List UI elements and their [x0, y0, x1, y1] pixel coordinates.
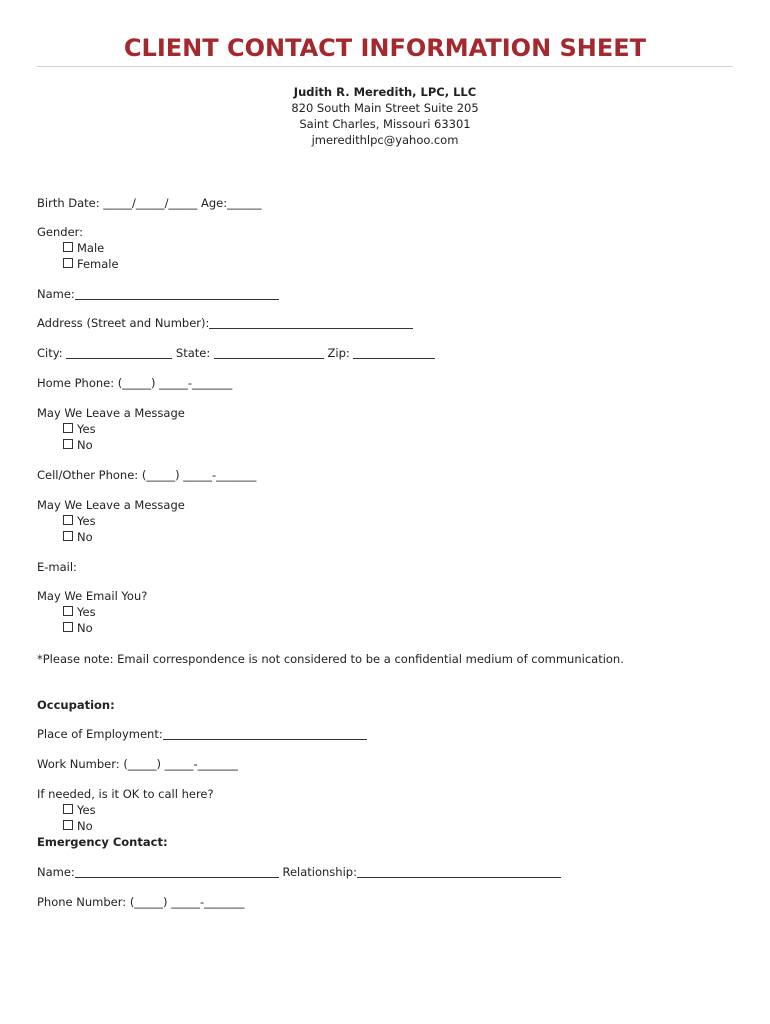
checkbox-icon[interactable]	[63, 820, 73, 830]
practice-address-line2: Saint Charles, Missouri 63301	[299, 117, 471, 131]
home-phone-row	[37, 375, 232, 391]
name-field[interactable]	[75, 287, 279, 300]
checkbox-icon[interactable]	[63, 804, 73, 814]
emergency-name-field[interactable]	[75, 865, 279, 878]
employment-label: Place of Employment:	[37, 727, 163, 741]
checkbox-icon[interactable]	[63, 606, 73, 616]
cell-message-label: May We Leave a Message	[37, 498, 185, 512]
option-label: Yes	[77, 422, 96, 436]
work-number-label: Work Number:	[37, 757, 120, 771]
emergency-phone-field[interactable]: (_____) _____-_______	[129, 895, 245, 909]
address-row	[37, 315, 413, 331]
birth-date-field[interactable]: _____/_____/_____	[103, 196, 198, 210]
option-label: No	[77, 819, 93, 833]
relationship-label: Relationship:	[282, 865, 357, 879]
checkbox-icon[interactable]	[63, 258, 73, 268]
state-field[interactable]	[214, 346, 324, 359]
work-number-field[interactable]: (_____) _____-_______	[123, 757, 238, 771]
checkbox-icon[interactable]	[63, 622, 73, 632]
option-label: No	[77, 530, 93, 544]
cell-phone-label: Cell/Other Phone:	[37, 468, 139, 482]
home-message-label: May We Leave a Message	[37, 406, 185, 420]
cell-message-yes[interactable]	[63, 513, 96, 529]
practice-email: jmeredithlpc@yahoo.com	[311, 133, 459, 147]
state-label: State:	[175, 346, 211, 360]
title-divider	[37, 66, 733, 67]
birth-date-row	[37, 195, 262, 211]
zip-label: Zip:	[327, 346, 350, 360]
checkbox-icon[interactable]	[63, 531, 73, 541]
emergency-phone-row	[37, 894, 244, 910]
cell-phone-row	[37, 467, 256, 483]
employment-row	[37, 726, 367, 742]
home-phone-label: Home Phone:	[37, 376, 115, 390]
email-label: E-mail:	[37, 560, 77, 574]
name-row	[37, 286, 279, 302]
may-email-yes[interactable]	[63, 604, 96, 620]
work-number-row	[37, 756, 238, 772]
city-state-zip-row	[37, 345, 435, 361]
checkbox-icon[interactable]	[63, 423, 73, 433]
emergency-heading: Emergency Contact:	[37, 835, 168, 849]
age-field[interactable]: ______	[227, 196, 262, 210]
ok-call-yes[interactable]	[63, 802, 96, 818]
emergency-name-row	[37, 864, 561, 880]
cell-message-no[interactable]	[63, 529, 93, 545]
gender-label: Gender:	[37, 225, 84, 239]
option-label: Yes	[77, 605, 96, 619]
home-message-yes[interactable]	[63, 421, 96, 437]
address-field[interactable]	[209, 316, 413, 329]
may-email-no[interactable]	[63, 620, 93, 636]
practice-name: Judith R. Meredith, LPC, LLC	[293, 85, 477, 99]
emergency-phone-label: Phone Number:	[37, 895, 127, 909]
option-label: Yes	[77, 803, 96, 817]
city-label: City:	[37, 346, 63, 360]
gender-option-male[interactable]	[63, 240, 104, 256]
employment-field[interactable]	[163, 727, 367, 740]
gender-option-label: Male	[77, 241, 105, 255]
checkbox-icon[interactable]	[63, 515, 73, 525]
checkbox-icon[interactable]	[63, 242, 73, 252]
home-message-no[interactable]	[63, 437, 93, 453]
option-label: Yes	[77, 514, 96, 528]
zip-field[interactable]	[353, 346, 435, 359]
page-title: CLIENT CONTACT INFORMATION SHEET	[123, 34, 647, 62]
checkbox-icon[interactable]	[63, 439, 73, 449]
occupation-heading: Occupation:	[37, 698, 115, 712]
birth-date-label: Birth Date:	[37, 196, 100, 210]
gender-option-label: Female	[77, 257, 119, 271]
email-confidentiality-note: *Please note: Email correspondence is not considered to be a confidential medium of communication.	[37, 652, 624, 666]
city-field[interactable]	[66, 346, 172, 359]
cell-phone-field[interactable]: (_____) _____-_______	[141, 468, 257, 482]
practice-address-line1: 820 South Main Street Suite 205	[291, 101, 479, 115]
may-email-label: May We Email You?	[37, 589, 148, 603]
ok-call-label: If needed, is it OK to call here?	[37, 787, 214, 801]
home-phone-field[interactable]: (_____) _____-_______	[117, 376, 233, 390]
address-label: Address (Street and Number):	[37, 316, 210, 330]
option-label: No	[77, 621, 93, 635]
name-label: Name:	[37, 287, 75, 301]
age-label: Age:	[200, 196, 228, 210]
ok-call-no[interactable]	[63, 818, 93, 834]
emergency-name-label: Name:	[37, 865, 75, 879]
gender-option-female[interactable]	[63, 256, 119, 272]
option-label: No	[77, 438, 93, 452]
relationship-field[interactable]	[357, 865, 561, 878]
